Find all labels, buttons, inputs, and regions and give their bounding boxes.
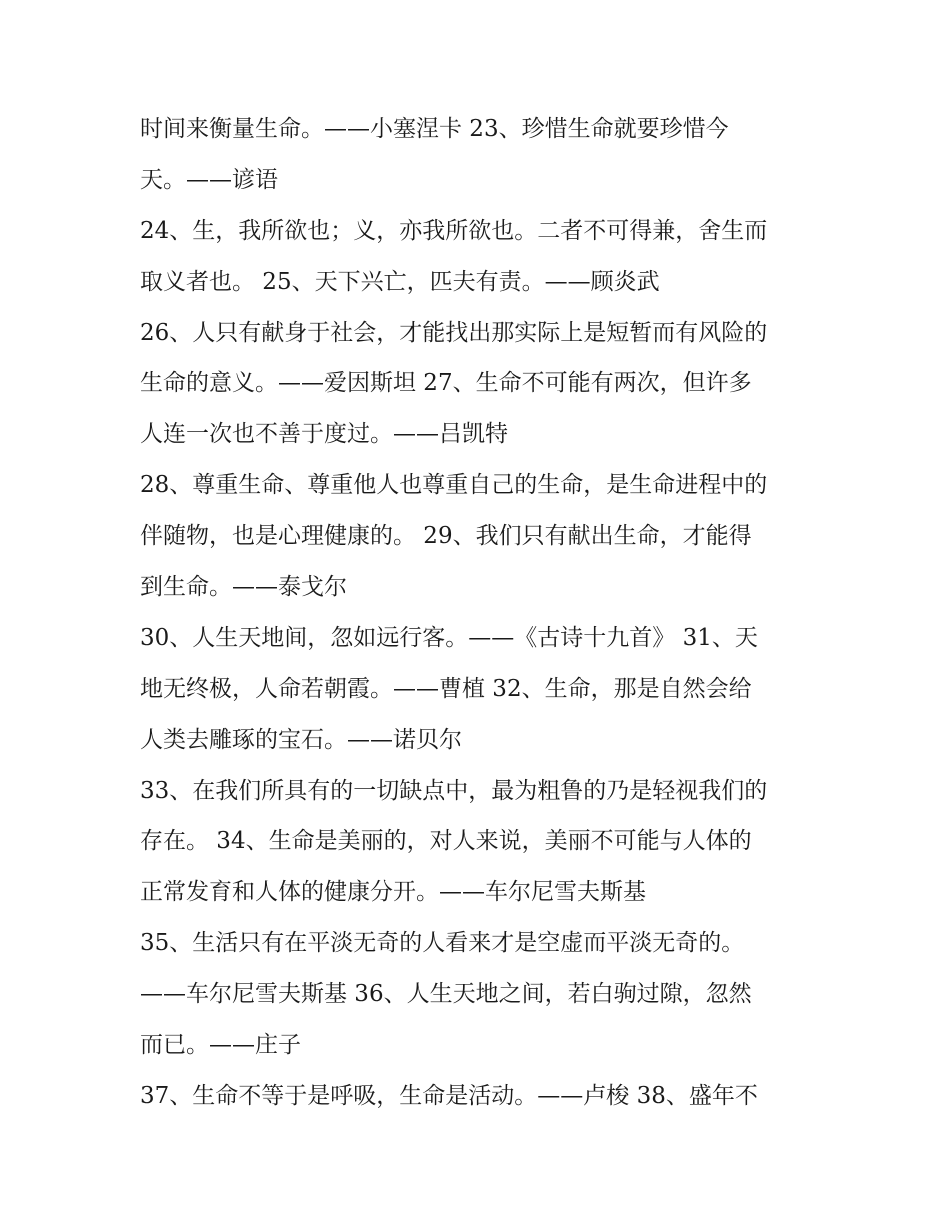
text-line: 时间来衡量生命。——小塞涅卡 23、珍惜生命就要珍惜今 — [140, 116, 729, 142]
text-line: 37、生命不等于是呼吸，生命是活动。——卢梭 38、盛年不 — [140, 1082, 758, 1109]
text-line: 取义者也。 25、天下兴亡，匹夫有责。——顾炎武 — [140, 268, 660, 295]
text-line: 26、人只有献身于社会，才能找出那实际上是短暂而有风险的 — [140, 319, 768, 346]
quote-text-block — [140, 104, 820, 1122]
text-line: 到生命。——泰戈尔 — [140, 574, 347, 601]
text-line: 地无终极，人命若朝霞。——曹植 32、生命，那是自然会给 — [140, 675, 752, 702]
text-line: 伴随物，也是心理健康的。 29、我们只有献出生命，才能得 — [140, 523, 752, 550]
text-line: 天。——谚语 — [140, 166, 278, 193]
text-line: 33、在我们所具有的一切缺点中，最为粗鲁的乃是轻视我们的 — [140, 777, 768, 804]
text-line: 而已。——庄子 — [140, 1032, 301, 1059]
text-line: 28、尊重生命、尊重他人也尊重自己的生命，是生命进程中的 — [140, 472, 768, 499]
text-line: 人连一次也不善于度过。——吕凯特 — [140, 421, 508, 448]
text-line: 35、生活只有在平淡无奇的人看来才是空虚而平淡无奇的。 — [140, 930, 745, 957]
text-line: 正常发育和人体的健康分开。——车尔尼雪夫斯基 — [140, 879, 646, 906]
text-line: ——车尔尼雪夫斯基 36、人生天地之间，若白驹过隙，忽然 — [140, 981, 752, 1008]
text-line: 生命的意义。——爱因斯坦 27、生命不可能有两次，但许多 — [140, 370, 752, 397]
text-line: 人类去雕琢的宝石。——诺贝尔 — [140, 726, 462, 753]
text-line: 24、生，我所欲也；义，亦我所欲也。二者不可得兼，舍生而 — [140, 217, 768, 244]
text-line: 30、人生天地间，忽如远行客。——《古诗十九首》 31、天 — [140, 624, 758, 651]
text-line: 存在。 34、生命是美丽的，对人来说，美丽不可能与人体的 — [140, 828, 752, 855]
